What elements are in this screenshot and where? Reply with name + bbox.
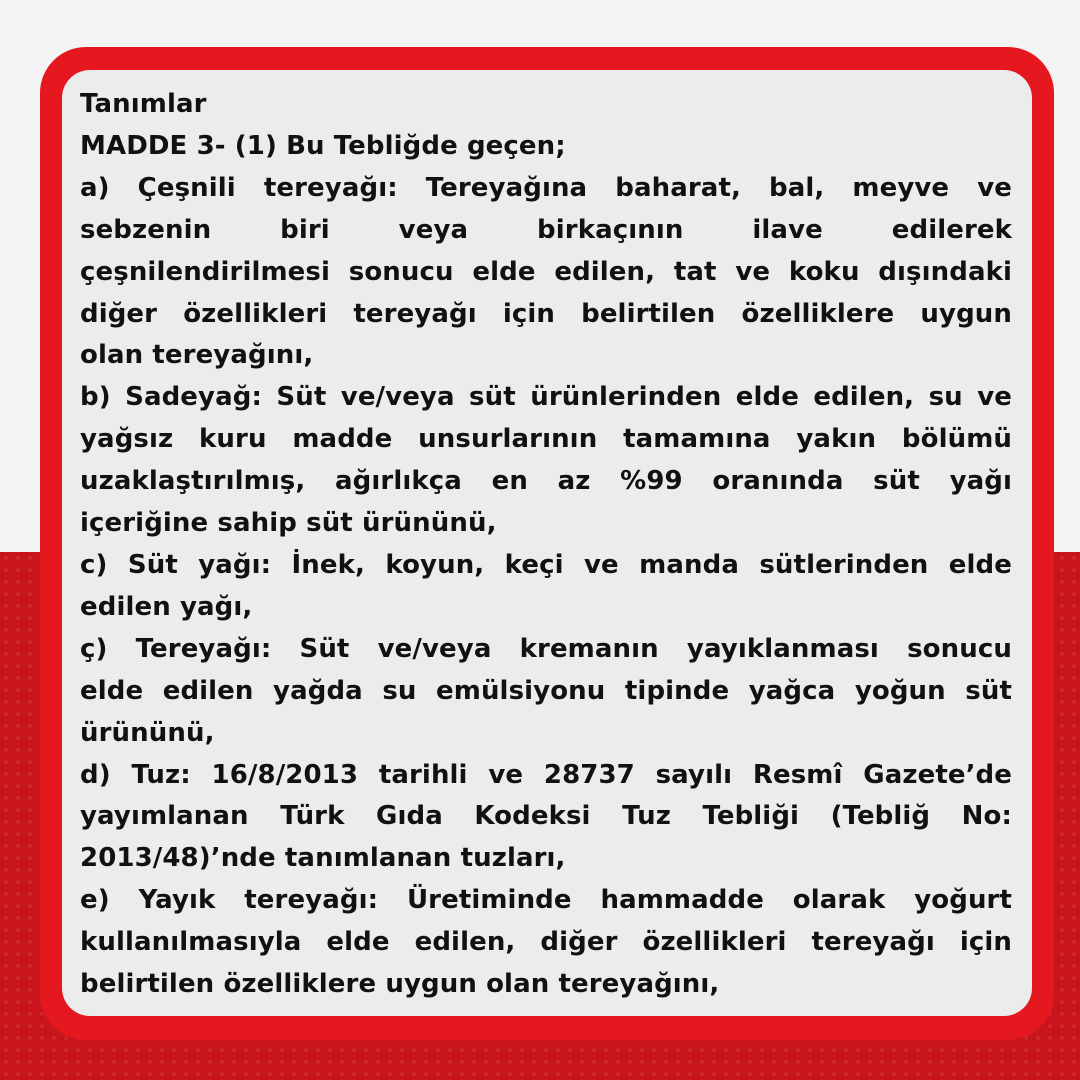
text-line: 2013/48)’nde tanımlanan tuzları, bbox=[80, 843, 566, 874]
text-line: kullanılmasıyla elde edilen, diğer özellikleri tereyağı için bbox=[80, 927, 1012, 958]
section-title: Tanımlar bbox=[80, 89, 207, 119]
text-line: olan tereyağını, bbox=[80, 340, 314, 371]
text-line: e) Yayık tereyağı: Üretiminde hammadde olarak yoğurt bbox=[80, 885, 1012, 916]
text-line: a) Çeşnili tereyağı: Tereyağına baharat, bal, meyve ve bbox=[80, 172, 1012, 203]
regulation-text bbox=[80, 84, 1012, 1006]
text-line: yağsız kuru madde unsurlarının tamamına yakın bölümü bbox=[80, 424, 1012, 455]
text-line: sebzenin biri veya birkaçının ilave edilerek bbox=[80, 214, 1012, 245]
text-line: c) Süt yağı: İnek, koyun, keçi ve manda sütlerinden elde bbox=[80, 549, 1012, 580]
text-line: ç) Tereyağı: Süt ve/veya kremanın yayıklanması sonucu bbox=[80, 633, 1012, 664]
text-line: edilen yağı, bbox=[80, 591, 253, 622]
text-line: uzaklaştırılmış, ağırlıkça en az %99 oranında süt yağı bbox=[80, 466, 1012, 497]
text-line: yayımlanan Türk Gıda Kodeksi Tuz Tebliği (Tebliğ No: bbox=[80, 801, 1012, 832]
text-line: çeşnilendirilmesi sonucu elde edilen, tat ve koku dışındaki bbox=[80, 256, 1012, 287]
text-line: d) Tuz: 16/8/2013 tarihli ve 28737 sayılı Resmî Gazete’de bbox=[80, 759, 1012, 790]
text-line: ürününü, bbox=[80, 717, 215, 748]
text-line: içeriğine sahip süt ürününü, bbox=[80, 508, 497, 539]
text-line: diğer özellikleri tereyağı için belirtilen özelliklere uygun bbox=[80, 298, 1012, 329]
text-line: elde edilen yağda su emülsiyonu tipinde yağca yoğun süt bbox=[80, 675, 1012, 706]
text-line: b) Sadeyağ: Süt ve/veya süt ürünlerinden elde edilen, su ve bbox=[80, 382, 1012, 413]
text-line: belirtilen özelliklere uygun olan tereyağını, bbox=[80, 969, 720, 1000]
article-heading: MADDE 3- (1) Bu Tebliğde geçen; bbox=[80, 130, 566, 161]
